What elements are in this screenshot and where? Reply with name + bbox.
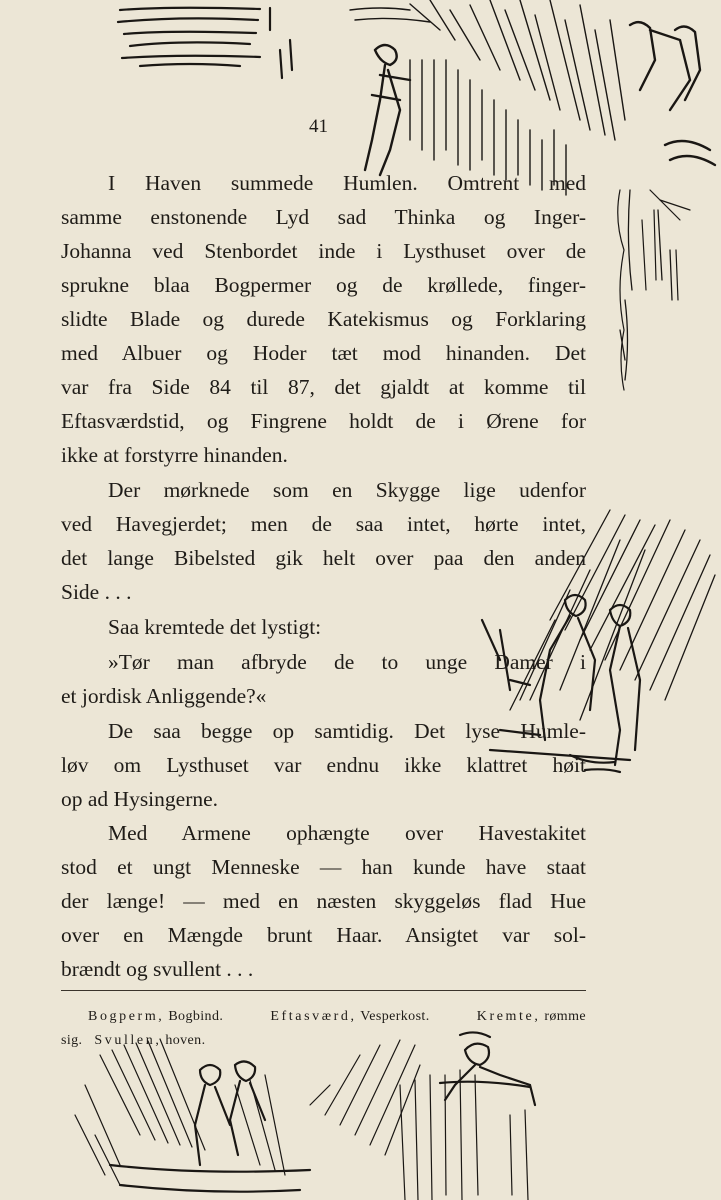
vine-lines-illustration — [590, 180, 721, 420]
text-line-7: var fra Side 84 til 87, det gjaldt at komme til — [61, 375, 586, 399]
text-line-16: et jordisk Anliggende?« — [61, 684, 267, 708]
text-line-20: Med Armene ophængte over Havestakitet — [108, 821, 586, 845]
footnote-line-2: sig. Svullen, hoven. — [61, 1033, 206, 1048]
page-number: 41 — [309, 116, 328, 137]
text-line-11: ved Havegjerdet; men de saa intet, hørte intet, — [61, 512, 586, 536]
text-line-8: Eftasværdstid, og Fingrene holdt de i Ørene for — [61, 409, 586, 433]
text-line-9: ikke at forstyrre hinanden. — [61, 443, 288, 467]
text-line-17: De saa begge op samtidig. Det lyse Humle- — [108, 719, 586, 743]
text-line-23: over en Mængde brunt Haar. Ansigtet var sol- — [61, 923, 586, 947]
footnote-divider — [61, 990, 586, 991]
text-line-10: Der mørknede som en Skygge lige udenfor — [108, 478, 586, 502]
text-line-22: der længe! — med en næsten skyggeløs flad Hue — [61, 889, 586, 913]
text-line-18: løv om Lysthuset var endnu ikke klattret høit — [61, 753, 586, 777]
text-line-1: I Haven summede Humlen. Omtrent med — [108, 171, 586, 195]
text-line-19: op ad Hysingerne. — [61, 787, 219, 811]
text-line-12: det lange Bibelsted gik helt over paa den anden — [61, 546, 586, 570]
text-line-3: Johanna ved Stenbordet inde i Lysthuset over de — [61, 239, 586, 263]
footnote-entry-1: Bogperm, Bogbind. — [88, 1009, 224, 1024]
text-line-14: Saa kremtede det lystigt: — [108, 615, 322, 639]
footnote-line-1 — [88, 1008, 586, 1026]
text-line-13: Side . . . — [61, 580, 132, 604]
bottom-scene-illustration — [60, 1025, 560, 1200]
text-line-24: brændt og svullent . . . — [61, 957, 254, 981]
text-line-15: »Tør man afbryde de to unge Damer i — [108, 650, 586, 674]
footnote-entry-4: Svullen, hoven. — [94, 1033, 206, 1048]
footnote-entry-2: Eftasværd, Vesperkost. — [270, 1009, 430, 1024]
text-line-2: samme enstonende Lyd sad Thinka og Inger- — [61, 205, 586, 229]
text-line-21: stod et ungt Menneske — han kunde have staat — [61, 855, 586, 879]
text-line-5: slidte Blade og durede Katekismus og Forklaring — [61, 307, 586, 331]
text-line-4: sprukne blaa Bogpermer og de krøllede, finger- — [61, 273, 586, 297]
text-line-6: med Albuer og Hoder tæt mod hinanden. Det — [61, 341, 586, 365]
footnote-entry-3: Kremte, rømme — [476, 1009, 586, 1024]
